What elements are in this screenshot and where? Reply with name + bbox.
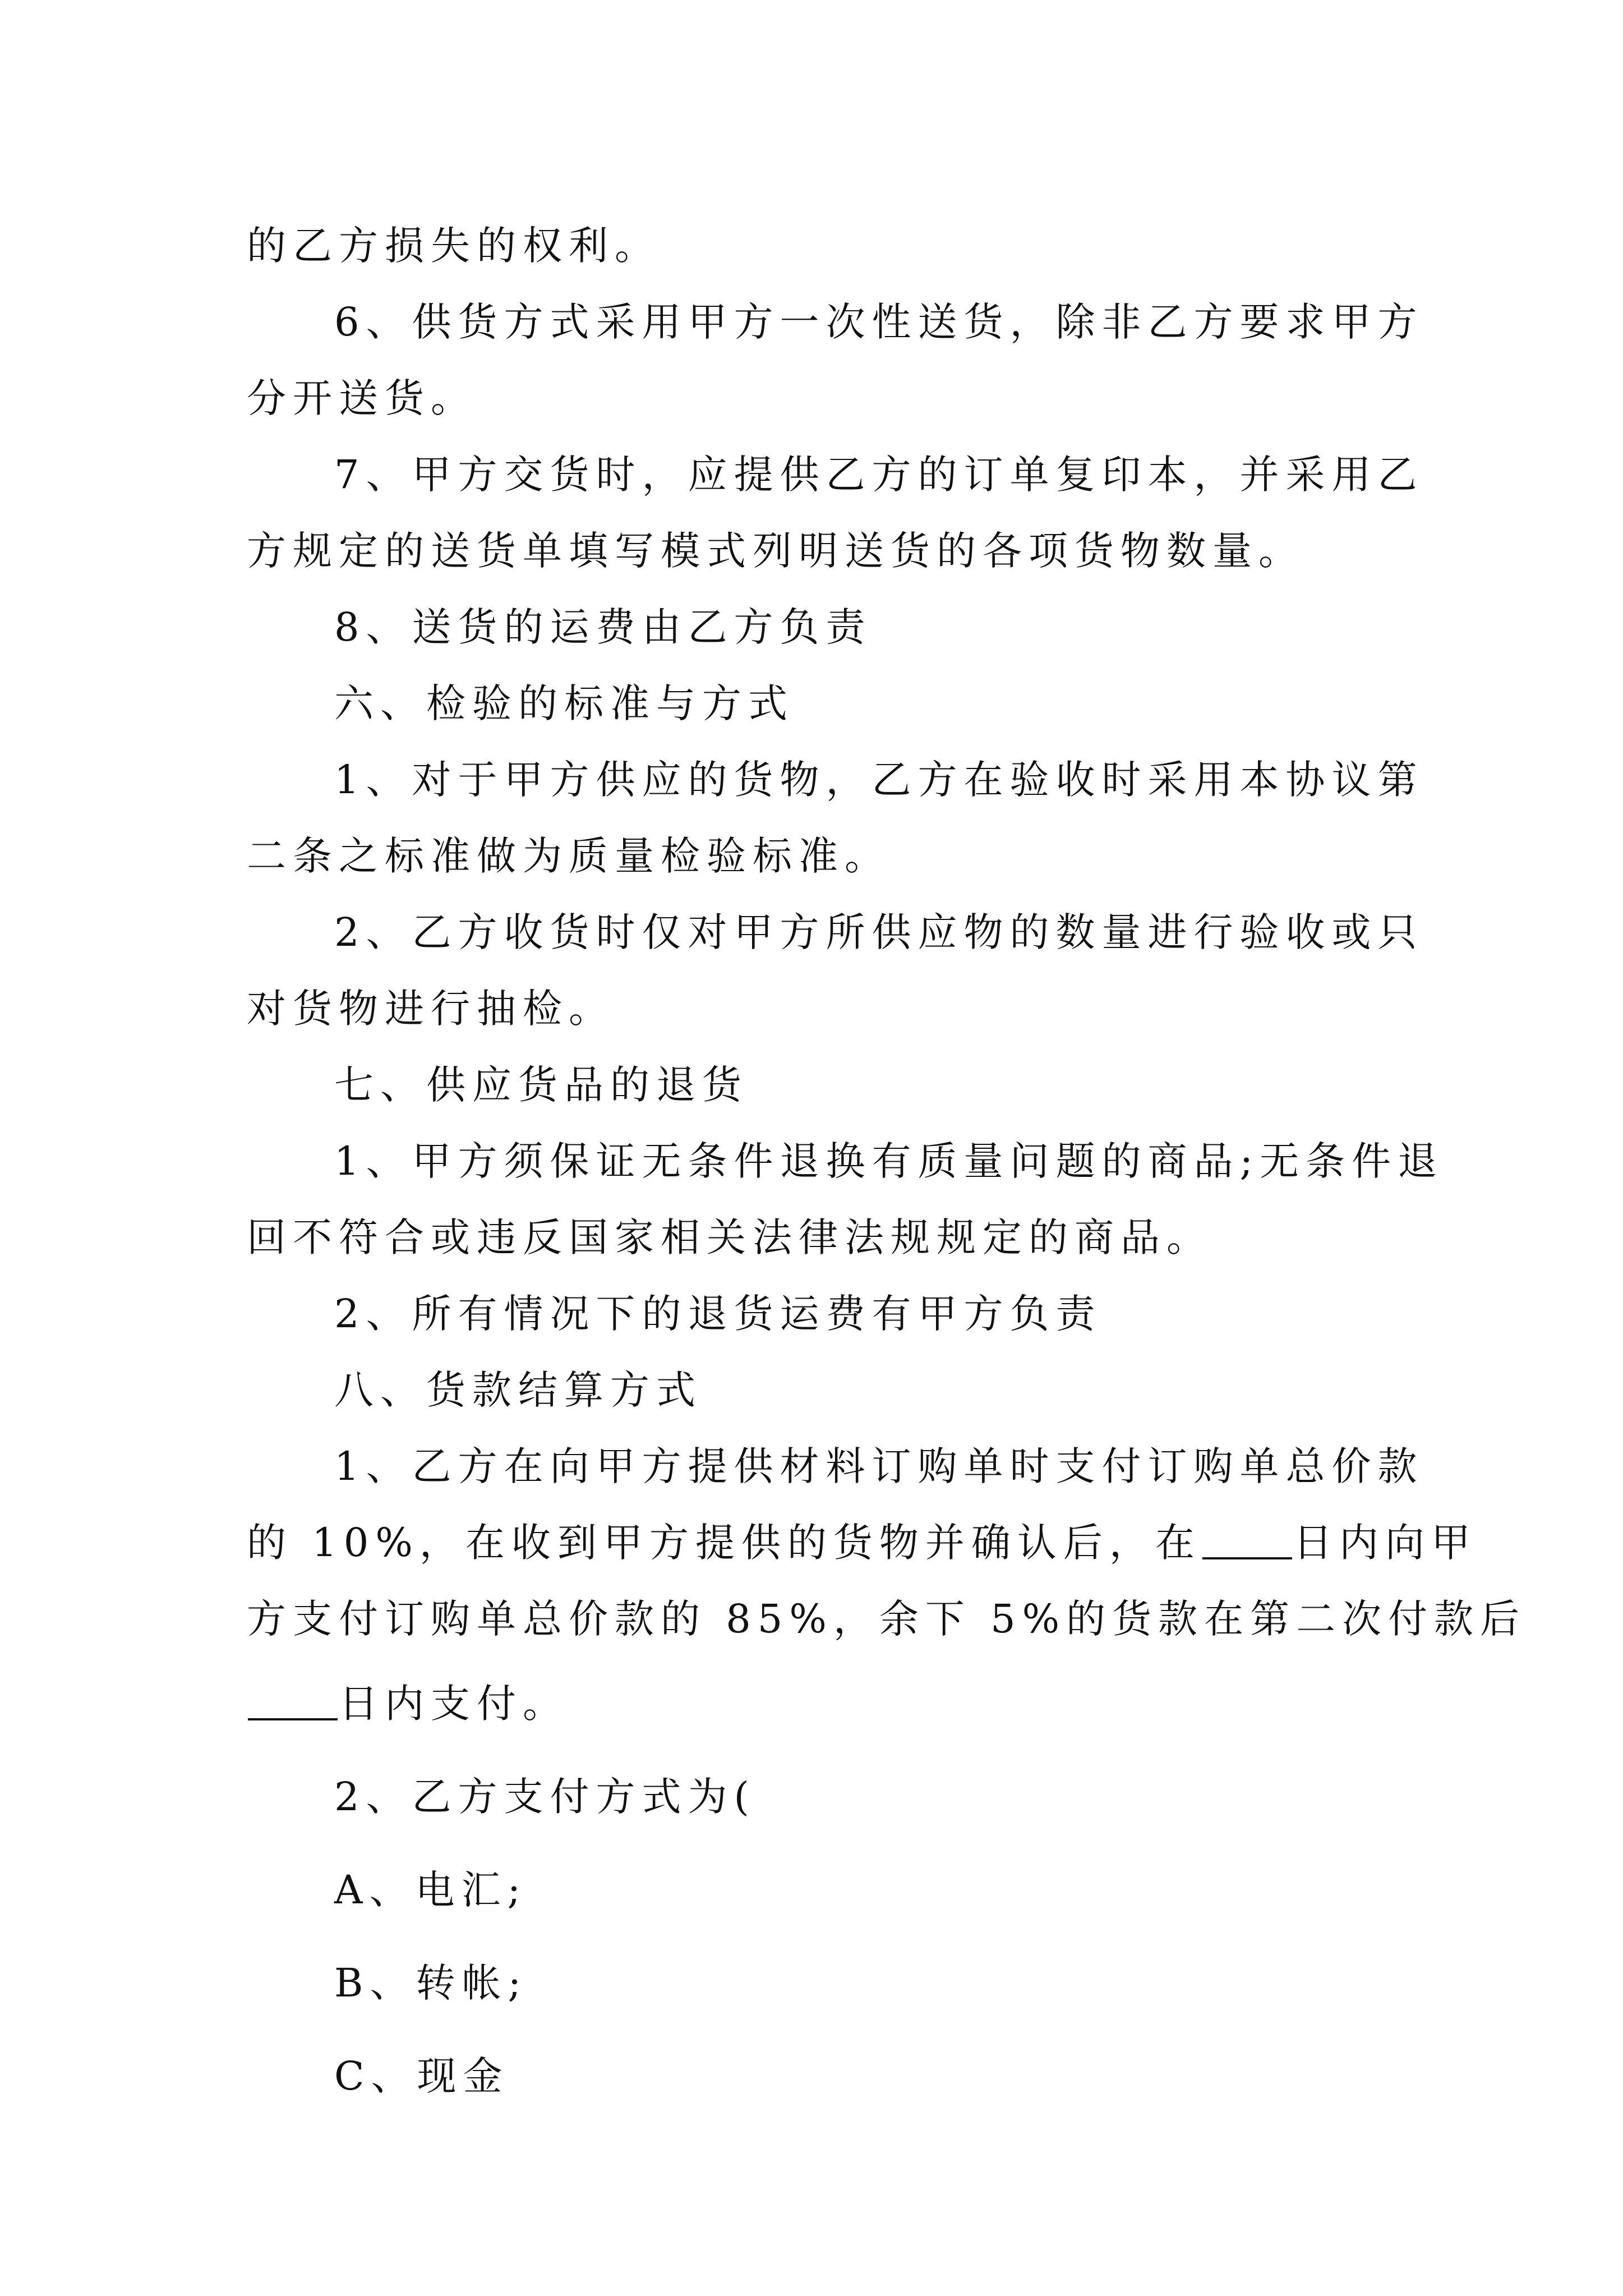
inspection-clause-2-line-1: 2、乙方收货时仅对甲方所供应物的数量进行验收或只 [334, 909, 1424, 955]
clause-7-line-2: 方规定的送货单填写模式列明送货的各项货物数量。 [247, 528, 1304, 574]
payment-clause-1-text-a: 的 10%，在收到甲方提供的货物并确认后，在 [247, 1520, 1201, 1566]
inspection-clause-1-line-2: 二条之标准做为质量检验标准。 [247, 833, 891, 879]
return-clause-1-line-2: 回不符合或违反国家相关法律法规规定的商品。 [247, 1214, 1212, 1260]
blank-fill-line [1202, 1557, 1292, 1559]
payment-clause-1-line-1: 1、乙方在向甲方提供材料订购单时支付订购单总价款 [334, 1443, 1424, 1489]
inspection-clause-1-line-1: 1、对于甲方供应的货物，乙方在验收时采用本协议第 [334, 757, 1424, 803]
payment-clause-1-text-c: 日内支付。 [339, 1681, 569, 1727]
clause-6-line-2: 分开送货。 [247, 375, 477, 421]
payment-clause-1-text-b: 日内向甲 [1293, 1520, 1477, 1566]
payment-option-c: C、现金 [334, 2053, 509, 2099]
payment-clause-2-line: 2、乙方支付方式为( [334, 1774, 756, 1820]
return-clause-2-line: 2、所有情况下的退货运费有甲方负责 [334, 1291, 1102, 1337]
inspection-clause-2-line-2: 对货物进行抽检。 [247, 986, 615, 1032]
payment-option-a: A、电汇; [334, 1867, 528, 1913]
blank-fill-line [248, 1718, 338, 1720]
payment-clause-1-line-2 [247, 1504, 1477, 1581]
document-body [247, 208, 1527, 2123]
paragraph-line: 的乙方损失的权利。 [247, 223, 661, 269]
section-heading-6: 六、检验的标准与方式 [334, 680, 794, 726]
clause-6-line-1: 6、供货方式采用甲方一次性送货，除非乙方要求甲方 [334, 299, 1424, 345]
section-heading-8: 八、货款结算方式 [334, 1367, 702, 1413]
payment-clause-1-line-3: 方支付订购单总价款的 85%，余下 5%的货款在第二次付款后 [247, 1596, 1527, 1642]
clause-8-line: 8、送货的运费由乙方负责 [334, 604, 872, 650]
payment-clause-1-line-4 [247, 1657, 1380, 1750]
clause-7-line-1: 7、甲方交货时，应提供乙方的订单复印本，并采用乙 [334, 452, 1424, 498]
payment-option-b: B、转帐; [334, 1960, 528, 2006]
return-clause-1-line-1: 1、甲方须保证无条件退换有质量问题的商品;无条件退 [334, 1138, 1444, 1184]
section-heading-7: 七、供应货品的退货 [334, 1062, 748, 1108]
